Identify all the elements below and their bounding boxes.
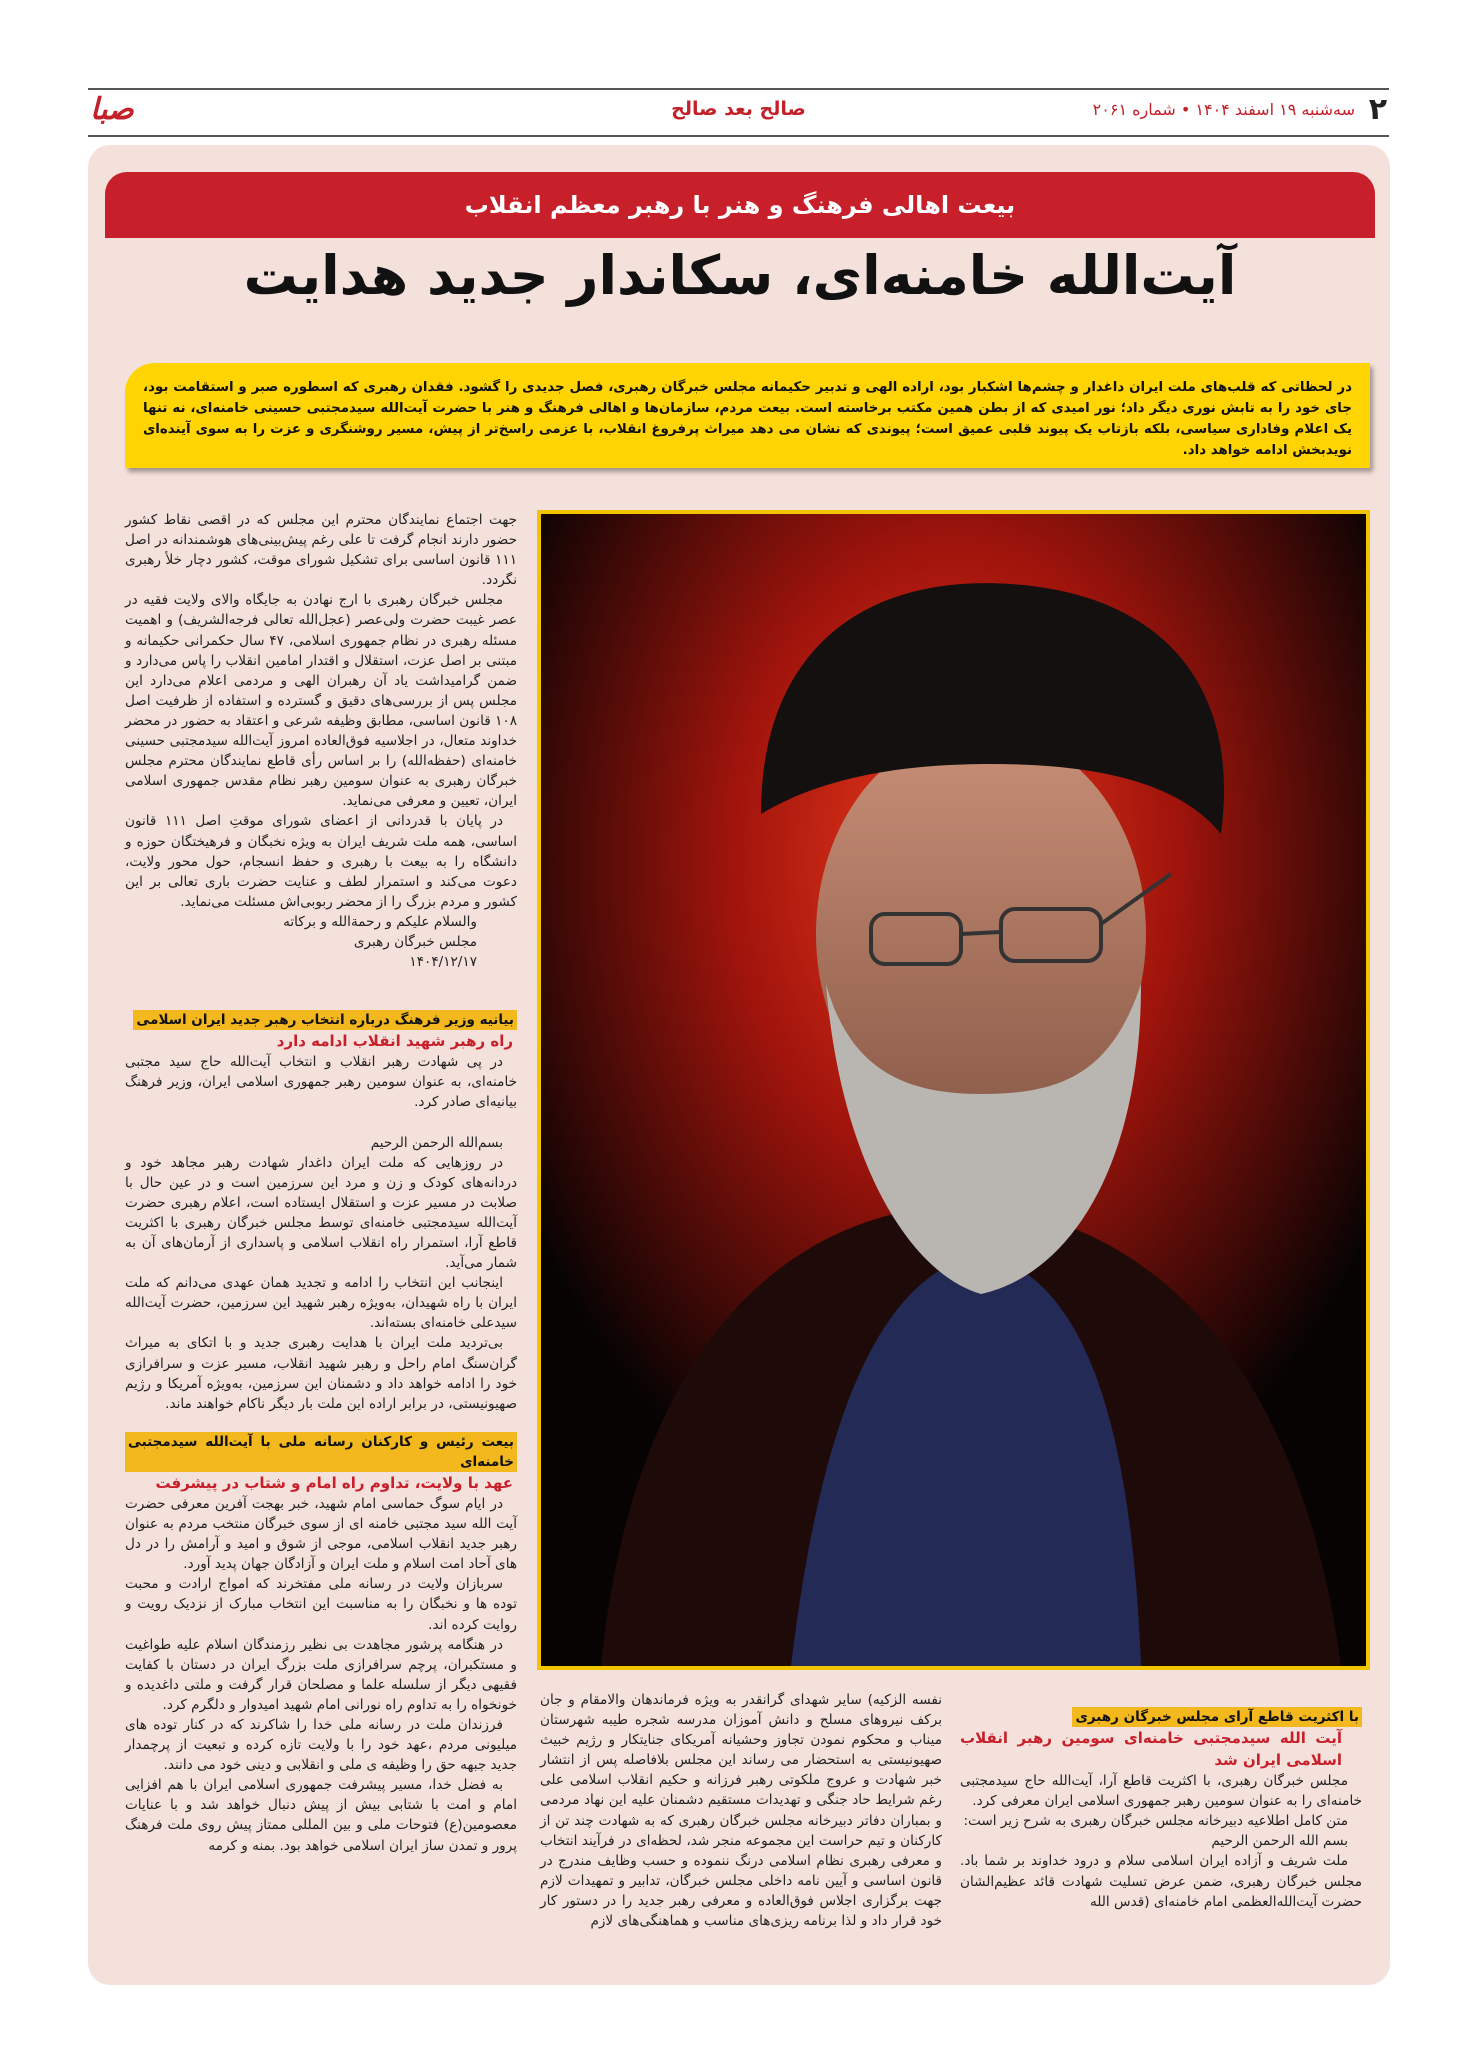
paragraph: به فضل خدا، مسیر پیشرفت جمهوری اسلامی ایران با هم افزایی امام و امت با شتابی بیش از پیش دنبال خواهد شد و با عنایات معصومین(ع) فتوحات ملی و بین المللی ممتاز پیش روی ملت فرهنگ پرور و تمدن ساز ایران اسلامی خواهد بود. بمنه و کرمه [125,1777,517,1854]
article-title: راه رهبر شهید انقلاب ادامه دارد [276,1032,513,1051]
lead-box: در لحظاتی که قلب‌های ملت ایران داغدار و چشم‌ها اشکبار بود، اراده الهی و تدبیر حکیمانه مجلس خبرگان رهبری، فصل جدیدی را گشود. فقدان رهبری که اسطوره صبر و استقامت بود، جای خود را به تابش نوری دیگر داد؛ نور امیدی که از بطن همین مکتب برخاسته است. بیعت مردم، سازمان‌ها و اهالی فرهنگ و هنر با حضرت آیت‌الله سیدمجتبی حسینی خامنه‌ای، نه تنها یک اعلام وفاداری سیاسی، بلکه بازتاب یک پیوند قلبی عمیق است؛ پیوندی که نشان می دهد میراث پرفروغ انقلاب، با عزمی راسخ‌تر از پیش، مسیر روشنگری و عزت را به سوی آینده‌ای نویدبخش ادامه خواهد داد. [125,363,1370,468]
top-rule [88,88,1389,90]
paragraph: سربازان ولایت در رسانه ملی مفتخرند که امواج ارادت و محبت توده ها و نخبگان را به مناسبت این انتخاب مبارک از نزدیک رویت و روایت کرده اند. [125,1576,517,1633]
banner: بیعت اهالی فرهنگ و هنر با رهبر معظم انقلاب [105,172,1375,238]
paragraph: متن کامل اطلاعیه دبیرخانه مجلس خبرگان رهبری به شرح زیر است: [963,1813,1348,1830]
paragraph: نفسه الزکیه) سایر شهدای گرانقدر به ویژه فرماندهان والامقام و جان برکف نیروهای مسلح و دانش آموزان مدرسه شجره طیبه شهرستان میناب و محکوم نمودن تجاوز وحشیانه آمریکای جنایتکار و رژیم خبیث صهیونیستی به استحضار می رساند این مجلس بلافاصله پس از انتشار خبر شهادت و عروج ملکوتی رهبر فرزانه و حکیم انقلاب اسلامی علی رغم شرایط حاد جنگی و تهدیدات مستقیم دشمنان علیه این نهاد مردمی و بمباران دفاتر دبیرخانه مجلس خبرگان رهبری که به شهادت چند تن از کارکنان و تیم حراست این مجموعه منجر شد، لحظه‌ای در فرآیند انتخاب و معرفی رهبری نظام اسلامی درنگ ننموده و حسب وظایف مندرج در قانون اساسی و آیین نامه داخلی مجلس خبرگان، تدابیر و تمهیدات لازم جهت برگزاری اجلاس فوق‌العاده و معرفی رهبر جدید را در دستور کار خود قرار داد و لذا برنامه ریزی‌های مناسب و هماهنگی‌های لازم [540,1692,942,1930]
paragraph: مجلس خبرگان رهبری، با اکثریت قاطع آرا، آیت‌الله حاج سیدمجتبی خامنه‌ای را به عنوان سومین رهبر جمهوری اسلامی ایران معرفی کرد. [960,1773,1362,1810]
paragraph: جهت اجتماع نمایندگان محترم این مجلس که در اقصی نقاط کشور حضور دارند انجام گرفت تا علی رغم پیش‌بینی‌های هوشمندانه در اصل ۱۱۱ قانون اساسی برای تشکیل شورای موقت، کشور دچار خلأ رهبری نگردد. [125,512,517,589]
paragraph: بی‌تردید ملت ایران با هدایت رهبری جدید و با اتکای به میراث گران‌سنگ امام راحل و رهبر شهید انقلاب، مسیر عزت و سرافرازی خود را ادامه خواهد داد و دشمنان این سرزمین، به‌ویژه آمریکا و رژیم صهیونیستی، در برابر اراده این ملت بار دیگر ناکام خواهند ماند. [125,1335,517,1412]
article-title: آیت الله سیدمجتبی خامنه‌ای سومین رهبر انقلاب اسلامی ایران شد [960,1729,1342,1770]
article-kicker: بیعت رئیس و کارکنان رسانه ملی با آیت‌الله سیدمجتبی خامنه‌ای [125,1432,517,1472]
right-column [960,1707,1362,1912]
page-header [88,92,1389,134]
paragraph: در هنگامه پرشور مجاهدت بی نظیر رزمندگان اسلام علیه طواغیت و مستکبران، پرچم سرافرازی ملت بزرگ ایران در دستان با کفایت فقیهی دیگر از سلسله علما و مصلحان قرار گرفت و ملتی داغدیده و خونخواه را به تداوم راه نورانی امام شهید امیدوار و دلگرم کرد. [125,1636,517,1713]
middle-column [540,1690,942,1931]
paragraph: در پایان با قدردانی از اعضای شورای موقتِ اصل ۱۱۱ قانون اساسی، همه ملت شریف ایران به ویژه نخبگان و فرهیختگان حوزه و دانشگاه را به بیعت با رهبری و حفظ انسجام، حول محور ولایت، دعوت می‌کند و استمرار لطف و عنایت حضرت باری تعالی بر این کشور و مردم بزرگ را از محضر ربوبی‌اش مسئلت می‌نماید. [125,813,517,910]
paragraph: در ایام سوگ حماسی امام شهید، خبر بهجت آفرین معرفی حضرت آیت الله سید مجتبی خامنه ای از سوی خبرگان منتخب مردم به عنوان رهبر جدید انقلاب اسلامی، موجی از شوق و امید و آرامش را در دل های آحاد امت اسلام و ملت ایران و آزادگان جهان پدید آورد. [125,1495,517,1573]
headline: آیت‌الله خامنه‌ای، سکاندار جدید هدایت [243,244,1237,307]
basmala: بسم‌الله الرحمن الرحیم [370,1134,503,1151]
article-kicker: با اکثریت قاطع آرای مجلس خبرگان رهبری [1072,1707,1362,1727]
paragraph: در پی شهادت رهبر انقلاب و انتخاب آیت‌الله حاج سید مجتبی خامنه‌ای، به عنوان سومین رهبر جمهوری اسلامی ایران، وزیر فرهنگ بیانیه‌ای صادر کرد. [125,1054,517,1111]
portrait-photo [537,510,1370,1670]
article-title: عهد با ولایت، تداوم راه امام و شتاب در پیشرفت [155,1473,513,1492]
paragraph: فرزندان ملت در رسانه ملی خدا را شاکرند که در کنار توده های میلیونی مردم ،عهد خود را با ولایت تازه کرده و تبعیت از پرچمدار جدید جبهه حق را وظیفه ی ملی و انقلابی و دینی خود می دانند. [125,1716,517,1774]
header-rule [88,135,1389,137]
newspaper-logo: صبا [90,92,134,127]
dateline: سه‌شنبه ۱۹ اسفند ۱۴۰۴ • شماره ۲۰۶۱ [1092,100,1355,119]
signoff: مجلس خبرگان رهبری [353,933,477,950]
portrait-illustration [541,514,1366,1666]
basmala: بسم الله الرحمن الرحیم [1211,1833,1348,1850]
signoff: والسلام علیکم و رحمة‌الله و برکاته [283,913,477,930]
paragraph: در روزهایی که ملت ایران داغدار شهادت رهبر مجاهد خود و دردانه‌های کودک و زن و مرد این سرزمین است و در عین حال با صلابت در مسیر عزت و استقلال ایستاده است، اعلام رهبری حضرت آیت‌الله سیدمجتبی خامنه‌ای توسط مجلس خبرگان رهبری با اکثریت قاطع آرا، استمرار راه انقلاب اسلامی و پاسداری از آرمان‌های آن به شمار می‌آید. [125,1154,517,1272]
paragraph: ملت شریف و آزاده ایران اسلامی سلام و درود خداوند بر شما باد. مجلس خبرگان رهبری، ضمن عرض تسلیت شهادت قائد عظیم‌الشان حضرت آیت‌الله‌العظمی امام خامنه‌ای (قدس الله [960,1853,1362,1910]
left-column [125,510,517,1856]
paragraph: مجلس خبرگان رهبری با ارج نهادن به جایگاه والای ولایت فقیه در عصر غیبت حضرت ولی‌عصر (عجل‌الله تعالی فرجه‌الشریف) و اهمیت مسئله رهبری در نظام جمهوری اسلامی، ۴۷ سال حکمرانی حکیمانه و مبتنی بر اصل عزت، استقلال و اقتدار امامین انقلاب را پاس می‌دارد و ضمن گرامیداشت یاد آن رهبران الهی و مردمی اعلام می‌دارد این مجلس پس از بررسی‌های دقیق و گسترده و استفاده از ظرفیت اصل ۱۰۸ قانون اساسی، مطابق وظیفه شرعی و اعتقاد به حضور در محضر خداوند متعال، در اجلاسیه فوق‌العاده امروز آیت‌الله سیدمجتبی حسینی خامنه‌ای (حفظه‌الله) را بر اساس رأی قاطع نمایندگان محترم مجلس خبرگان رهبری به عنوان سومین رهبر نظام مقدس جمهوری اسلامی ایران، تعیین و معرفی می‌نماید. [125,592,517,810]
paragraph: اینجانب این انتخاب را ادامه و تجدید همان عهدی می‌دانم که ملت ایران با راه شهیدان، به‌ویژه رهبر شهید این سرزمین، حضرت آیت‌الله سیدعلی خامنه‌ای بسته‌اند. [125,1275,517,1332]
signoff-date: ۱۴۰۴/۱۲/۱۷ [409,954,477,971]
section-title: صالح بعد صالح [671,98,806,120]
article-kicker: بیانیه وزیر فرهنگ درباره انتخاب رهبر جدید ایران اسلامی [133,1010,517,1030]
page-number: ۲ [1368,92,1387,127]
